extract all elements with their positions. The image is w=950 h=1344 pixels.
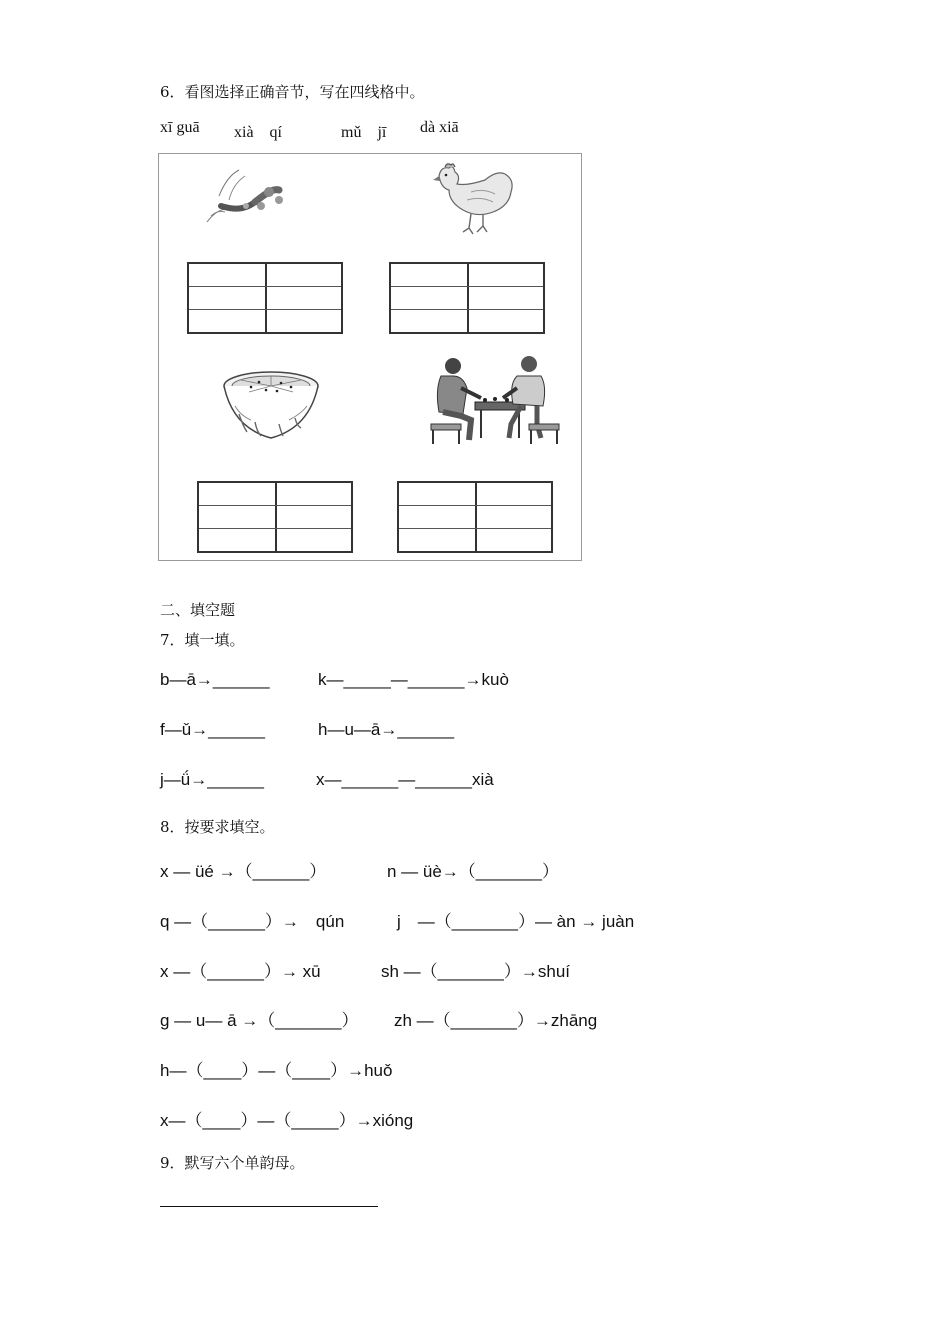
- q7-row1-left: b—ā→______: [160, 670, 270, 689]
- q8-row1-right: n — üè→（_______）: [387, 862, 559, 881]
- q7-row1-right: k—_____—______→kuò: [318, 670, 509, 689]
- four-line-grid-4[interactable]: [397, 481, 553, 553]
- q6-option-3: mǔ jī: [341, 124, 387, 141]
- q7-row3-left: j—ǘ→______: [160, 770, 264, 789]
- hen-picture: [431, 162, 521, 238]
- watermelon-picture: [221, 366, 321, 444]
- q8-row2-right: j —（_______）— àn → juàn: [397, 912, 635, 931]
- q9-answer-line[interactable]: [160, 1206, 378, 1207]
- q6-figure: [158, 153, 582, 561]
- q7-title: 7．填一填。: [160, 631, 245, 649]
- q6-option-1: xī guā: [160, 119, 200, 136]
- q8-row4-right: zh —（_______）→zhāng: [394, 1011, 598, 1030]
- q8-row3-right: sh —（_______）→shuí: [381, 962, 570, 981]
- q8-row4-left: g — u— ā →（_______）: [160, 1011, 359, 1030]
- shrimp-picture: [199, 166, 289, 224]
- q8-row5: h—（____）—（____）→huǒ: [160, 1061, 393, 1080]
- section2-title: 二、填空题: [160, 601, 236, 619]
- q7-row3-right: x—______—______xià: [316, 770, 494, 789]
- playing-chess-picture: [425, 354, 565, 448]
- q6-title: 6．看图选择正确音节，写在四线格中。: [160, 83, 425, 101]
- q8-row3-left: x —（______）→ xū: [160, 962, 321, 981]
- q6-option-4: dà xiā: [420, 119, 459, 136]
- q8-row2-left: q —（______）→ qún: [160, 912, 345, 931]
- q7-row2-left: f—ǔ→______: [160, 720, 265, 739]
- q8-row6: x—（____）—（_____）→xióng: [160, 1111, 414, 1130]
- q8-title: 8．按要求填空。: [160, 818, 275, 836]
- four-line-grid-1[interactable]: [187, 262, 343, 334]
- q9-title: 9．默写六个单韵母。: [160, 1154, 305, 1172]
- four-line-grid-2[interactable]: [389, 262, 545, 334]
- q8-row1-left: x — üé →（______）: [160, 862, 327, 881]
- q7-row2-right: h—u—ā→______: [318, 720, 455, 739]
- q6-option-2: xià qí: [234, 124, 282, 141]
- four-line-grid-3[interactable]: [197, 481, 353, 553]
